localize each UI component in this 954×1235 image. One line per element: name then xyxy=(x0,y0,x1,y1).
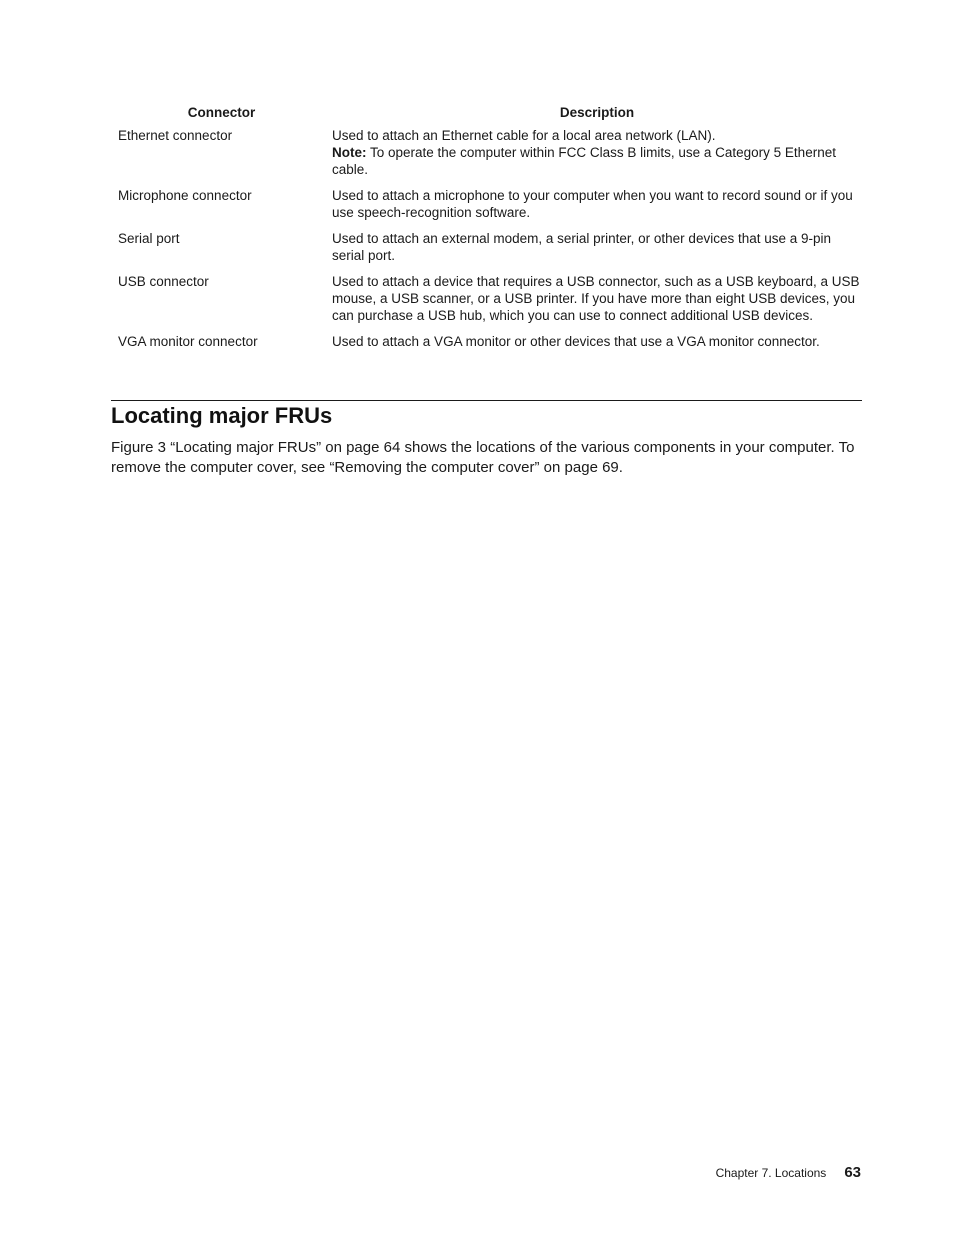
table-row xyxy=(111,273,862,333)
page-footer xyxy=(716,1164,861,1181)
description-cell xyxy=(332,127,862,187)
description-cell: Used to attach a VGA monitor or other devices that use a VGA monitor connector. xyxy=(332,334,820,349)
connector-cell: Serial port xyxy=(118,231,180,246)
connector-cell: Ethernet connector xyxy=(118,128,233,143)
note-label: Note: xyxy=(332,145,367,160)
description-column-header: Description xyxy=(559,105,635,120)
description-cell: Used to attach a device that requires a USB connector, such as a USB keyboard, a USB mouse, a USB scanner, or a USB printer. If you have more than eight USB devices, you can purchase a USB hub, which you can use to connect additional USB devices. xyxy=(332,274,860,323)
connector-cell: VGA monitor connector xyxy=(118,334,258,349)
section-paragraph: Figure 3 “Locating major FRUs” on page 64 shows the locations of the various components in your computer. To remove the computer cover, see “Removing the computer cover” on page 69. xyxy=(111,439,855,476)
connector-cell: Microphone connector xyxy=(118,188,252,203)
description-cell: Used to attach a microphone to your computer when you want to record sound or if you use speech-recognition software. xyxy=(332,188,853,220)
connector-column-header: Connector xyxy=(187,105,256,120)
table-row xyxy=(111,230,862,273)
table-header-row xyxy=(111,104,862,127)
description-cell: Used to attach an external modem, a serial printer, or other devices that use a 9-pin serial port. xyxy=(332,231,832,263)
table-row xyxy=(111,187,862,230)
connector-cell: USB connector xyxy=(118,274,209,289)
description-text: Used to attach an Ethernet cable for a local area network (LAN). xyxy=(332,128,716,143)
footer-chapter: Chapter 7. Locations xyxy=(715,1166,827,1180)
section-divider xyxy=(111,400,862,401)
note xyxy=(332,144,862,178)
note-text: To operate the computer within FCC Class B limits, use a Category 5 Ethernet cable. xyxy=(332,145,836,177)
table-row xyxy=(111,127,862,187)
section-heading: Locating major FRUs xyxy=(111,403,333,428)
table-row xyxy=(111,333,862,359)
page-number: 63 xyxy=(844,1164,861,1181)
connector-table xyxy=(111,104,862,359)
